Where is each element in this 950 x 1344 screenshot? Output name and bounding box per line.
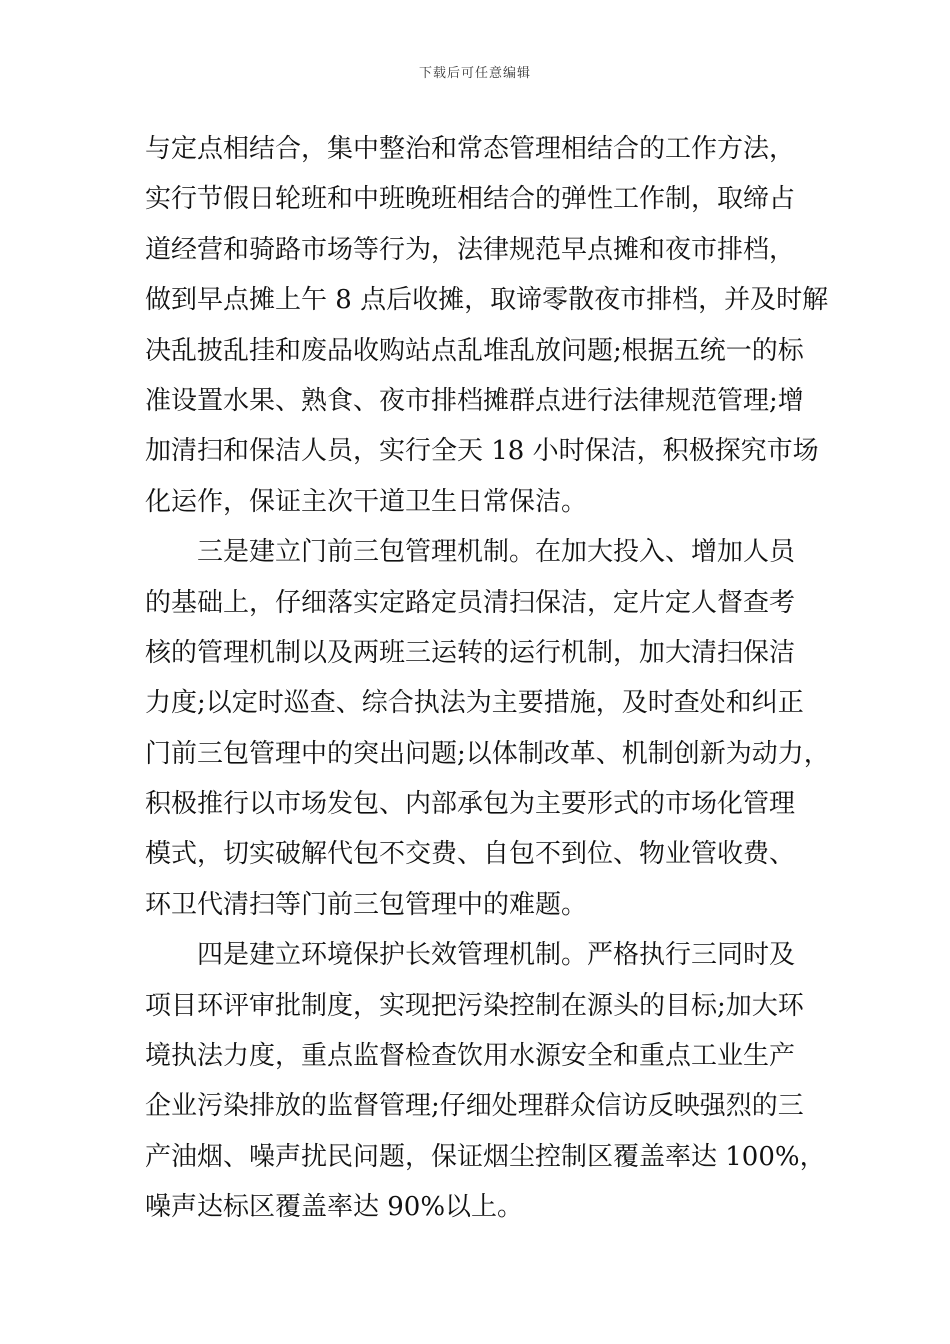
text-line: 化运作，保证主次干道卫生日常保洁。 [145,486,588,517]
text-line: 环卫代清扫等门前三包管理中的难题。 [145,889,588,920]
text-line: 门前三包管理中的突出问题;以体制改革、机制创新为动力， [145,738,830,769]
text-line: 四是建立环境保护长效管理机制。严格执行三同时及 [197,940,796,971]
text-line: 项目环评审批制度，实现把污染控制在源头的目标;加大环 [145,990,804,1021]
paragraph [145,527,830,930]
text-line: 力度;以定时巡查、综合执法为主要措施，及时查处和纠正 [145,688,804,719]
text-line: 道经营和骑路市场等行为，法律规范早点摊和夜市排档， [145,234,796,265]
text-line: 加清扫和保洁人员，实行全天 18 小时保洁，积极探究市场 [145,436,819,467]
text-line: 的基础上，仔细落实定路定员清扫保洁，定片定人督查考 [145,587,796,618]
text-line: 决乱披乱挂和废品收购站点乱堆乱放问题;根据五统一的标 [145,335,804,366]
text-line: 模式，切实破解代包不交费、自包不到位、物业管收费、 [145,839,796,870]
text-line: 核的管理机制以及两班三运转的运行机制，加大清扫保洁 [145,637,796,668]
text-line: 准设置水果、熟食、夜市排档摊群点进行法律规范管理;增 [145,385,804,416]
document-body [145,124,830,1233]
text-line: 实行节假日轮班和中班晚班相结合的弹性工作制，取缔占 [145,184,796,215]
page-header: 下载后可任意编辑 [418,66,531,81]
paragraph [145,124,829,527]
text-line: 做到早点摊上午 8 点后收摊，取谛零散夜市排档，并及时解 [145,285,829,316]
text-line: 境执法力度，重点监督检查饮用水源安全和重点工业生产 [145,1041,796,1072]
paragraph [145,930,826,1232]
text-line: 与定点相结合，集中整治和常态管理相结合的工作方法， [145,134,796,164]
text-line: 积极推行以市场发包、内部承包为主要形式的市场化管理 [145,789,796,820]
text-line: 三是建立门前三包管理机制。在加大投入、增加人员 [197,537,796,568]
text-line: 产油烟、噪声扰民问题，保证烟尘控制区覆盖率达 100%， [145,1141,826,1172]
text-line: 噪声达标区覆盖率达 90%以上。 [145,1192,524,1223]
text-line: 企业污染排放的监督管理;仔细处理群众信访反映强烈的三 [145,1091,804,1122]
